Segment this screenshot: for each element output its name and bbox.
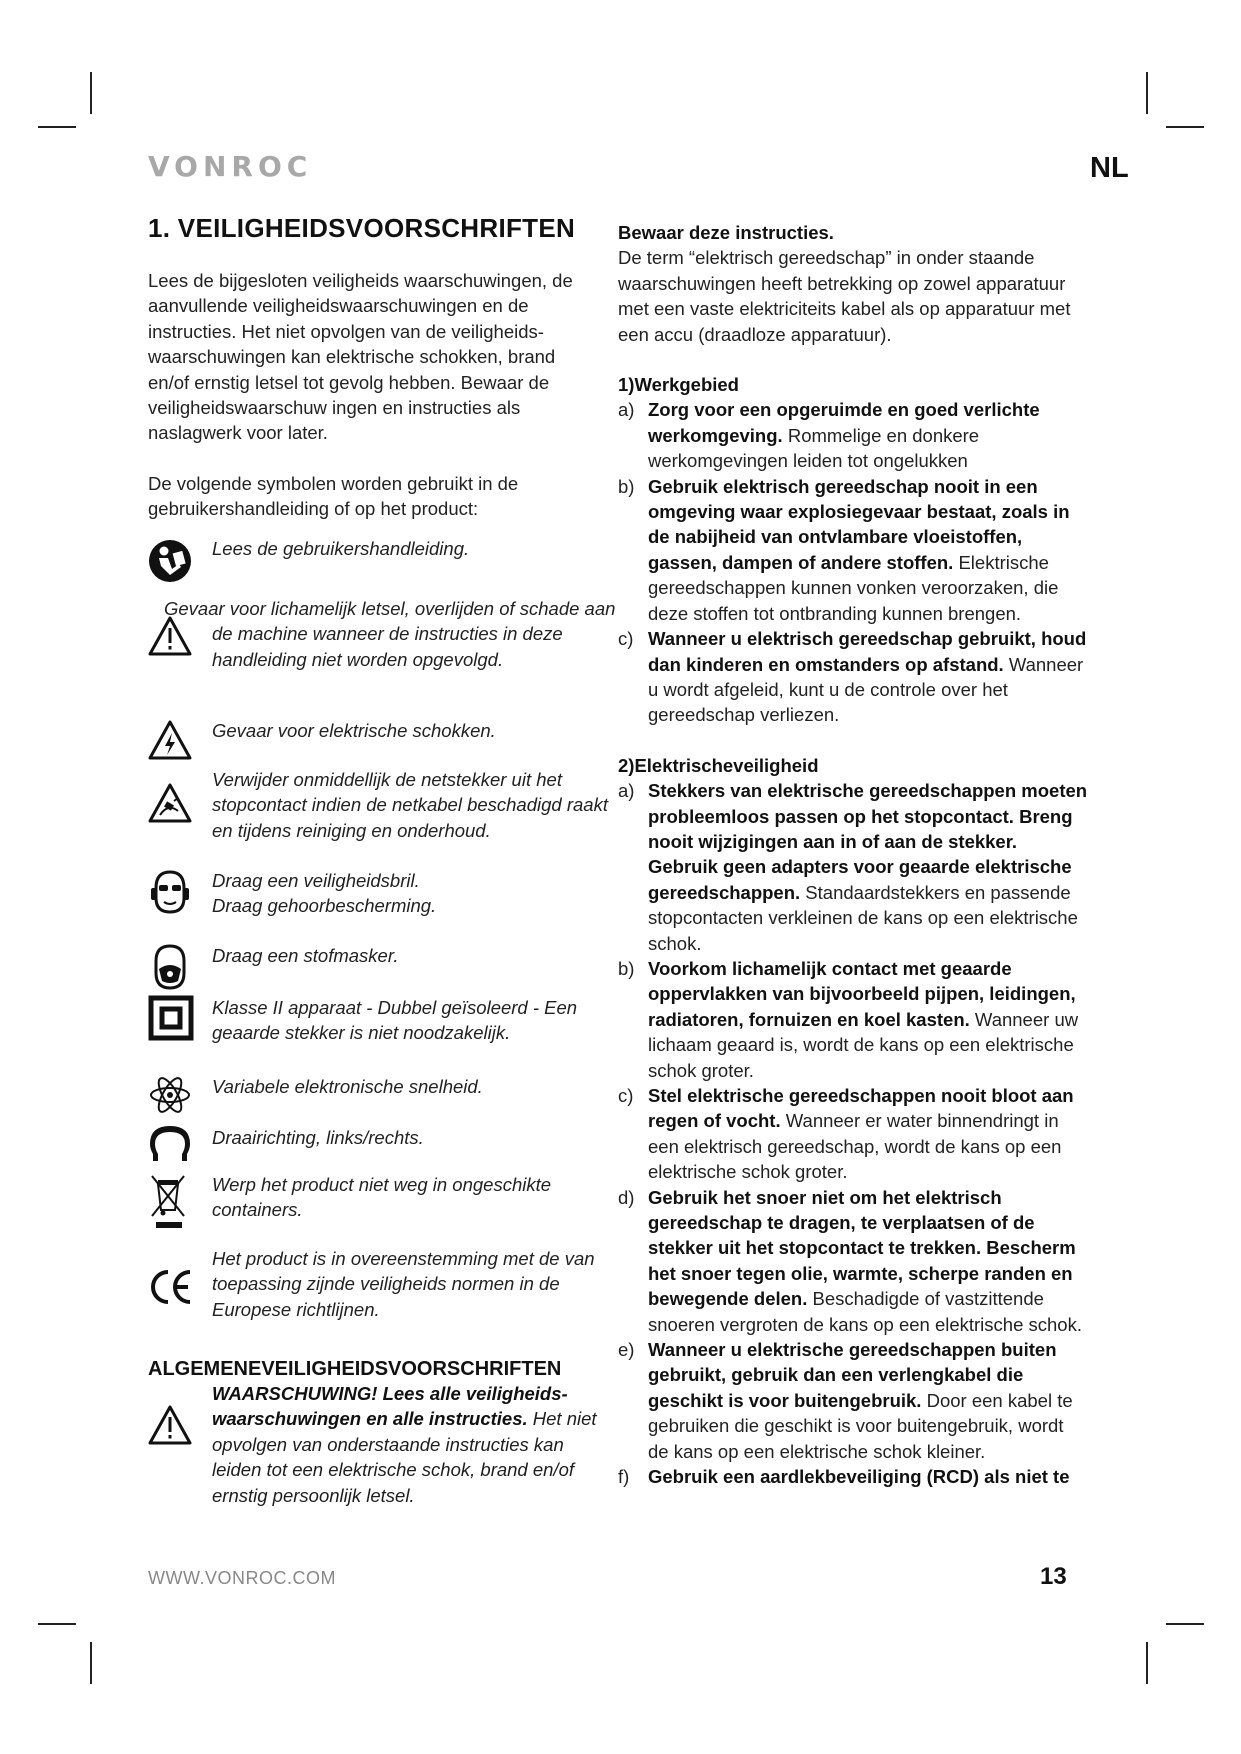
symbol-text: Het product is in overeenstemming met de van toepassing zijnde veiligheids normen in de Europese richtlijnen. <box>212 1248 595 1320</box>
warning-triangle-icon <box>148 1403 198 1453</box>
ce-mark-icon <box>148 1266 198 1316</box>
list-item-text: Rommelige en donkere werkomgevingen leiden tot ongelukken <box>648 424 980 472</box>
dust-mask-icon <box>148 943 198 993</box>
symbol-text: Gevaar voor elektrische schokken. <box>212 720 496 741</box>
list-item <box>618 397 1088 473</box>
symbol-text: Klasse II apparaat - Dubbel geïsoleerd - Een geaarde stekker is niet noodzakelijk. <box>212 997 578 1044</box>
list-letter: a) <box>618 780 635 802</box>
variable-speed-icon <box>148 1070 198 1120</box>
symbol-text-line1: Draag een veiligheidsbril. <box>212 870 420 891</box>
safety-glasses-ear-protection-icon <box>148 868 198 918</box>
left-column-intro <box>148 268 598 522</box>
list-item-text: Elektrische gereedschappen kunnen vonken veroorzaken, die deze stoffen tot ontbranding kunnen brengen. <box>648 551 1059 624</box>
general-warning-bold: WAARSCHUWING! Lees alle veiligheids-waarschuwingen en alle instructies. <box>212 1383 568 1430</box>
list-letter: f) <box>618 1466 630 1488</box>
list-item-bold: Wanneer u elektrische gereedschappen buiten gebruikt, gebruik dan een verlengkabel die geschikt is voor buitengebruik. <box>648 1339 1057 1411</box>
right-column <box>618 220 1088 1490</box>
list-item <box>618 474 1088 626</box>
section2-heading: 2)Elektrischeveiligheid <box>618 754 819 776</box>
list-item <box>618 626 1088 728</box>
list-item-text: Beschadigde of vastzittende snoeren vergroten de kans op een elektrische schok. <box>648 1288 1082 1335</box>
list-item-bold: Gebruik elektrisch gereedschap nooit in een omgeving waar explosiegevaar bestaat, zoals in de nabijheid van ontvlambare vloeistoffen, gassen, dampen of andere stoffen. <box>648 475 1070 573</box>
crop-mark <box>90 1642 92 1684</box>
crop-mark <box>38 126 76 128</box>
list-item-bold: Stekkers van elektrische gereedschappen moeten probleemloos passen op het stopcontact. Breng nooit wijzigingen aan in of aan de stekker. Gebruik geen adapters voor geaarde elektrische gereedschappen. <box>648 780 1088 903</box>
list-letter: e) <box>618 1339 635 1361</box>
crossed-bin-icon <box>148 1172 198 1234</box>
crop-mark <box>1166 1623 1204 1625</box>
symbol-text-first: Gevaar voor lichamelijk letsel, overlijden of schade aan de machine wanneer de instructies in deze handleiding niet worden opgevolgd. <box>164 598 616 670</box>
list-item-bold: Wanneer u elektrisch gereedschap gebruikt, houd dan kinderen en omstanders op afstand. <box>648 628 1087 675</box>
section1-heading: 1)Werkgebied <box>618 374 739 396</box>
symbol-text: Draag een stofmasker. <box>212 945 399 966</box>
crop-mark <box>1146 72 1148 114</box>
crop-mark <box>1166 126 1204 128</box>
list-letter: d) <box>618 1186 635 1208</box>
list-item-bold: Zorg voor een opgeruimde en goed verlichte werkomgeving. <box>648 399 1040 446</box>
keep-instructions-heading: Bewaar deze instructies. <box>618 222 834 243</box>
footer-url: WWW.VONROC.COM <box>148 1568 336 1588</box>
intro-paragraph: Lees de bijgesloten veiligheids waarschuwingen, de aanvullende veiligheidswaarschuwingen en de instructies. Het niet opvolgen van de veiligheids-waarschuwingen kan elektrische schokken, brand en/of ernstig letsel tot gevolg hebben. Bewaar de veiligheidswaarschuw ingen en instructies als naslagwerk voor later. <box>148 270 573 444</box>
list-letter: a) <box>618 399 635 421</box>
list-letter: c) <box>618 1085 634 1106</box>
general-warning-rest: Het niet opvolgen van onderstaande instructies kan leiden tot een elektrische schok, brand en/of ernstig persoonlijk letsel. <box>212 1408 597 1506</box>
symbol-text: Werp het product niet weg in ongeschikte containers. <box>212 1174 552 1221</box>
symbol-text: Verwijder onmiddellijk de netstekker uit het stopcontact indien de netkabel beschadigd raakt en tijdens reiniging en onderhoud. <box>212 769 608 841</box>
symbol-text: Draairichting, links/rechts. <box>212 1127 424 1148</box>
crop-mark <box>1146 1642 1148 1684</box>
electric-shock-icon <box>148 718 198 768</box>
symbol-text-line2: Draag gehoorbescherming. <box>212 895 437 917</box>
list-item-bold: Gebruik het snoer niet om het elektrisch gereedschap te dragen, te verplaatsen of de stekker uit het stopcontact te trekken. Bescherm het snoer tegen olie, warmte, scherpe randen en bewegende delen. <box>648 1186 1076 1310</box>
page-title: 1. VEILIGHEIDSVOORSCHRIFTEN <box>148 213 576 243</box>
page-number: 13 <box>1040 1563 1067 1590</box>
read-manual-icon <box>148 536 198 586</box>
list-item-bold: Gebruik een aardlekbeveiliging (RCD) als niet te <box>648 1466 1070 1488</box>
list-letter: b) <box>618 957 635 979</box>
list-item <box>618 956 1088 1083</box>
symbols-intro: De volgende symbolen worden gebruikt in de gebruikershandleiding of op het product: <box>148 472 519 520</box>
class-ii-icon <box>148 995 198 1045</box>
list-item-text: Door een kabel te gebruiken die geschikt is voor buitengebruik, wordt de kans op een elektrische schok kleiner. <box>648 1389 1073 1462</box>
keep-instructions-text: De term “elektrisch gereedschap” in onder staande waarschuwingen heeft betrekking op zowel apparatuur met een vaste elektriciteits kabel als op apparatuur met een accu (draadloze apparatuur). <box>618 247 1071 345</box>
list-item <box>618 1337 1088 1464</box>
general-warning-text <box>212 1381 612 1508</box>
brand-logo: VONROC <box>148 150 313 183</box>
list-item <box>618 1185 1088 1337</box>
list-item-text: Wanneer er water binnendringt in een elektrisch gereedschap, wordt de kans op een elektrische schok groter. <box>648 1110 1062 1183</box>
list-item-text: Wanneer uw lichaam geaard is, wordt de kans op een elektrische schok groter. <box>648 1008 1079 1081</box>
general-safety-heading: ALGEMENEVEILIGHEIDSVOORSCHRIFTEN <box>148 1358 562 1380</box>
list-item <box>618 1083 1088 1185</box>
symbol-text: Lees de gebruikershandleiding. <box>212 538 470 559</box>
list-letter: c) <box>618 628 634 650</box>
list-item <box>618 778 1088 956</box>
rotation-direction-icon <box>148 1121 198 1171</box>
symbol-text: Variabele elektronische snelheid. <box>212 1076 483 1097</box>
language-code: NL <box>1090 152 1129 184</box>
unplug-icon <box>148 781 198 831</box>
list-item-text: Standaardstekkers en passende stopcontacten verkleinen de kans op een elektrische schok. <box>648 881 1078 954</box>
list-letter: b) <box>618 475 635 497</box>
crop-mark <box>90 72 92 114</box>
list-item-bold: Voorkom lichamelijk contact met geaarde oppervlakken van bijvoorbeeld pijpen, leidingen, radiatoren, fornuizen en koel kasten. <box>648 957 1076 1030</box>
list-item-bold: Stel elektrische gereedschappen nooit bloot aan regen of vocht. <box>648 1085 1074 1132</box>
list-item <box>618 1464 1088 1489</box>
crop-mark <box>38 1623 76 1625</box>
list-item-text: Wanneer u wordt afgeleid, kunt u de controle over het gereedschap verliezen. <box>648 653 1084 726</box>
